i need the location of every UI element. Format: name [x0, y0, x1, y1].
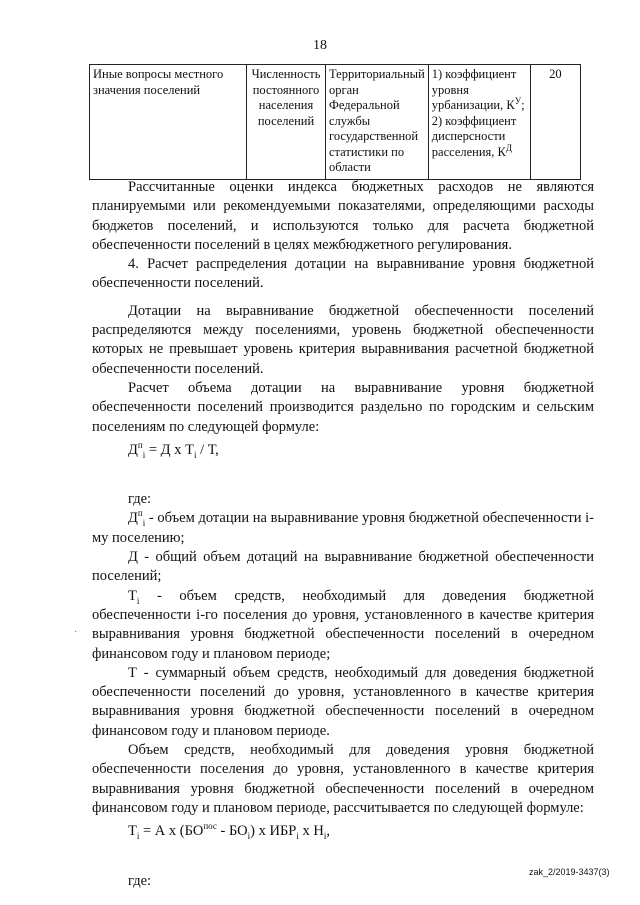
definition-funds-i	[92, 587, 594, 664]
document-body	[92, 178, 594, 891]
table-row	[90, 65, 581, 180]
formula2-part-e: х Н	[298, 823, 324, 840]
formula1-sup: п	[137, 440, 143, 451]
definition-total-dotation: Д - общий объем дотаций на выравнивание бюджетной обеспеченности поселений;	[92, 549, 594, 585]
formula2-part-f: ,	[326, 823, 330, 840]
formula2-part-c: - БО	[216, 823, 248, 840]
formula2-sub2: i	[247, 831, 251, 842]
coef-text-3: 2) коэффициент дисперсности расселения, К	[431, 113, 517, 159]
paragraph-dotations-distribution: Дотации на выравнивание бюджетной обеспеченности поселений распределяются между поселениями, уровень бюджетной обеспеченности которых не превышает уровень критерия выравнивания расчетной бюджетной обеспеченности поселений.	[92, 302, 594, 377]
table-cell-indicator: Численность постоянного населения поселений	[247, 65, 326, 180]
formula1-part-b: = Д х Т	[145, 441, 194, 458]
paragraph-section-4: 4. Расчет распределения дотации на выравнивание уровня бюджетной обеспеченности поселений.	[92, 256, 594, 292]
def3-sub: i	[136, 595, 140, 606]
formula1-sub: i	[142, 449, 146, 460]
definition-total-funds: Т - суммарный объем средств, необходимый для доведения бюджетной обеспеченности поселений до уровня, установленного в качестве критерия выравнивания уровня бюджетной обеспеченности поселений в очередном финансовом году и плановом периоде.	[92, 664, 594, 739]
coef-sup-1: У	[514, 95, 522, 106]
paragraph-calculation-intro: Расчет объема дотации на выравнивание уровня бюджетной обеспеченности поселений производится раздельно по городским и сельским поселениям по следующей формуле:	[92, 379, 594, 435]
formula1-part-c: / Т,	[196, 441, 219, 458]
footer-code: zak_2/2019-3437(3)	[529, 867, 610, 877]
formula-funds	[128, 822, 594, 841]
coef-sup-2: Д	[505, 142, 513, 153]
paragraph-funds-calculation: Объем средств, необходимый для доведения уровня бюджетной обеспеченности поселения до уровня, установленного в качестве критерия выравнивания уровня бюджетной обеспеченности поселений в очередном финансовом году и плановом периоде, рассчитывается по следующей формуле:	[92, 742, 594, 816]
coef-text-2: ;	[521, 98, 525, 112]
table-cell-source: Территориальный орган Федеральной службы государственной статистики по области	[326, 65, 429, 180]
formula2-sub3: i	[296, 831, 299, 842]
coef-text-1: 1) коэффициент уровня урбанизации, К	[431, 67, 517, 112]
page-number: 18	[313, 38, 327, 53]
where-label-2: где:	[128, 872, 152, 889]
margin-mark: ·	[74, 627, 78, 638]
criteria-table	[89, 64, 581, 180]
def1-sub: i	[142, 518, 146, 529]
formula2-part-d: ) х ИБР	[250, 823, 297, 840]
def1-part-a: Д	[128, 510, 138, 527]
formula1-part-a: Д	[128, 441, 138, 458]
formula-dotation	[128, 441, 594, 460]
formula2-sup: пос	[203, 821, 217, 832]
formula2-part-a: Т	[128, 823, 137, 840]
def1-sup: п	[137, 508, 143, 519]
paragraph-budget-estimates: Рассчитанные оценки индекса бюджетных расходов не являются планируемыми или рекомендуемыми показателями, определяющими расходы бюджетов поселений, и используются только для расчета бюджетной обеспеченности поселений в целях межбюджетного регулирования.	[92, 179, 594, 253]
definition-dotation-i	[92, 509, 594, 548]
formula2-sub1: i	[136, 831, 140, 842]
def3-part-b: - объем средств, необходимый для доведения бюджетной обеспеченности i-го поселения до уровня, установленного в качестве критерия выравнивания уровня бюджетной обеспеченности поселений в очередном финансовом году и плановом периоде;	[92, 587, 594, 662]
table-cell-question: Иные вопросы местного значения поселений	[90, 65, 247, 180]
table-cell-weight: 20	[530, 65, 580, 180]
where-label-1: где:	[128, 491, 152, 508]
def1-part-b: - объем дотации на выравнивание уровня бюджетной обеспеченности i-му поселению;	[92, 510, 594, 546]
formula2-sub4: i	[323, 831, 327, 842]
def3-part-a: Т	[128, 587, 137, 604]
table-cell-coefficients	[428, 65, 530, 180]
formula2-part-b: = А х (БО	[139, 823, 204, 840]
formula1-sub2: i	[193, 449, 197, 460]
